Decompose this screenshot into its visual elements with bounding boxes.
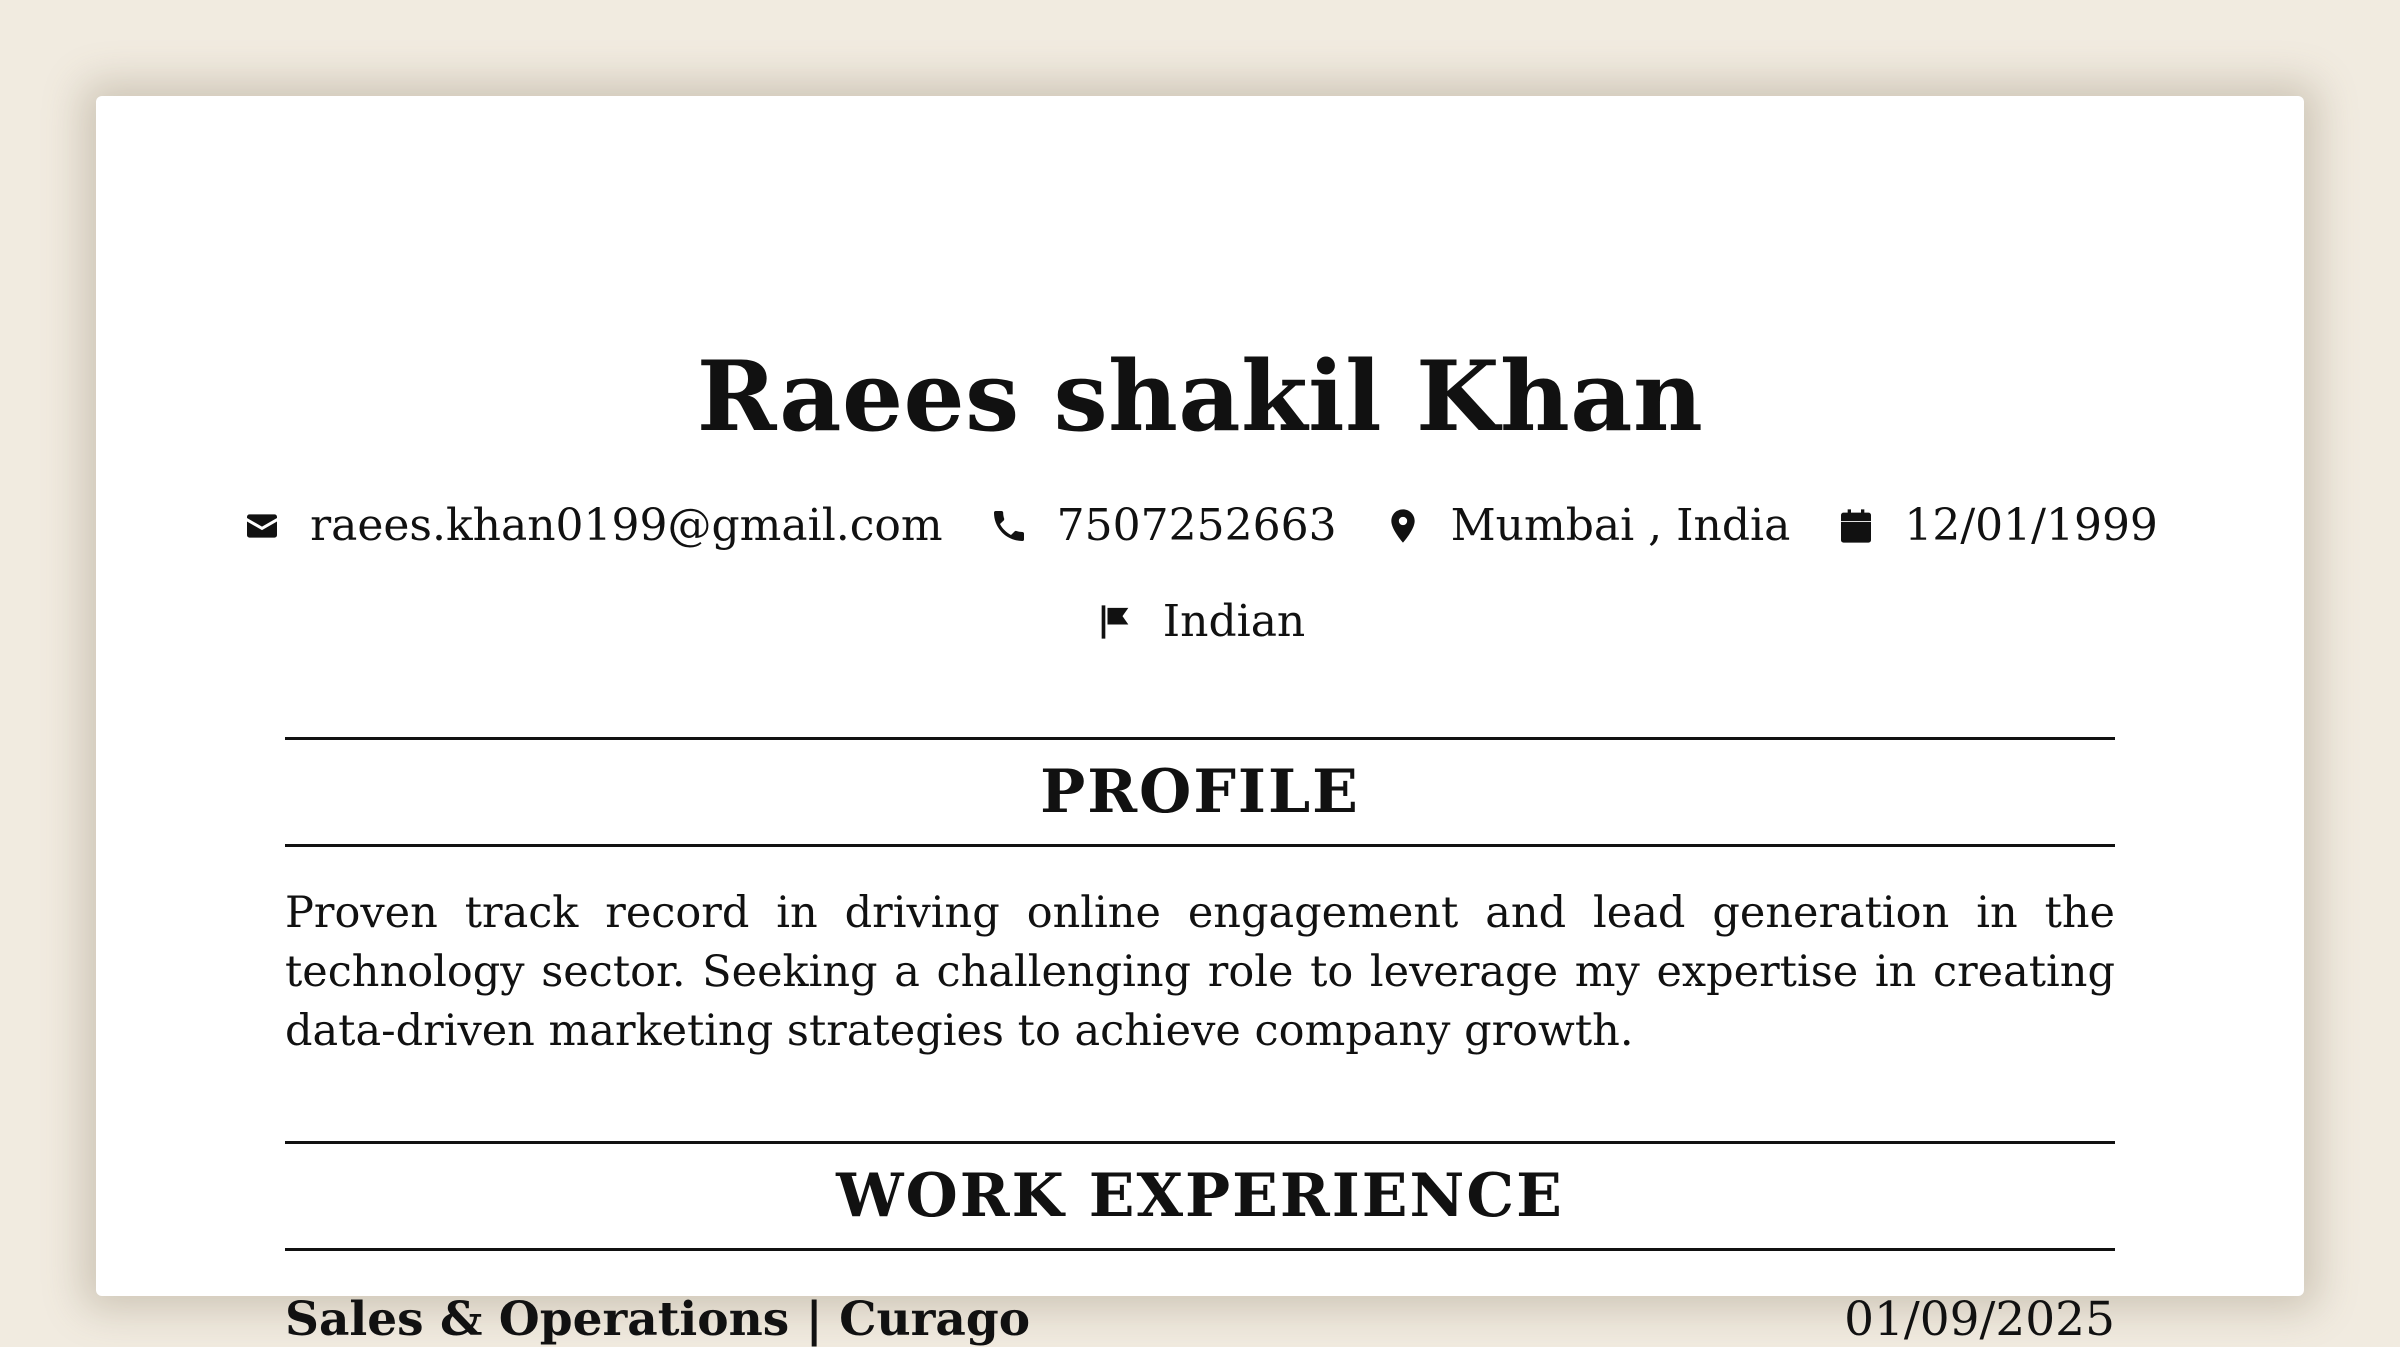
resume-page [96, 96, 2304, 1347]
candidate-name: Raees shakil Khan [696, 340, 1704, 453]
contact-dob [1836, 500, 2158, 551]
work-experience-heading: WORK EXPERIENCE [285, 1141, 2115, 1251]
calendar-icon [1836, 506, 1876, 546]
flag-icon [1095, 602, 1135, 642]
contact-nationality [1095, 596, 1306, 647]
nationality-text: Indian [1162, 596, 1306, 647]
contact-phone[interactable] [989, 500, 1337, 551]
map-pin-icon [1383, 506, 1423, 546]
contact-row [285, 500, 2158, 551]
contact-location [1383, 500, 1791, 551]
profile-summary: Proven track record in driving online engagement and lead generation in the technology sector. Seeking a challenging role to leverage my expertise in creating data-driven marketing strategies to achieve company growth. [285, 888, 2115, 1056]
phone-text: 7507252663 [1056, 500, 1337, 551]
email-text: raees.khan0199@gmail.com [310, 500, 943, 551]
profile-section-heading: PROFILE [285, 737, 2115, 847]
job-date: 01/09/2025 [1844, 1292, 2115, 1347]
contact-row-secondary [285, 596, 2115, 647]
phone-icon [989, 506, 1029, 546]
location-text: Mumbai , India [1450, 500, 1791, 551]
contact-email[interactable] [242, 500, 943, 551]
envelope-icon [242, 506, 282, 546]
job-entry [285, 1292, 2115, 1347]
job-title: Sales & Operations | Curago [285, 1292, 1031, 1347]
dob-text: 12/01/1999 [1904, 500, 2158, 551]
